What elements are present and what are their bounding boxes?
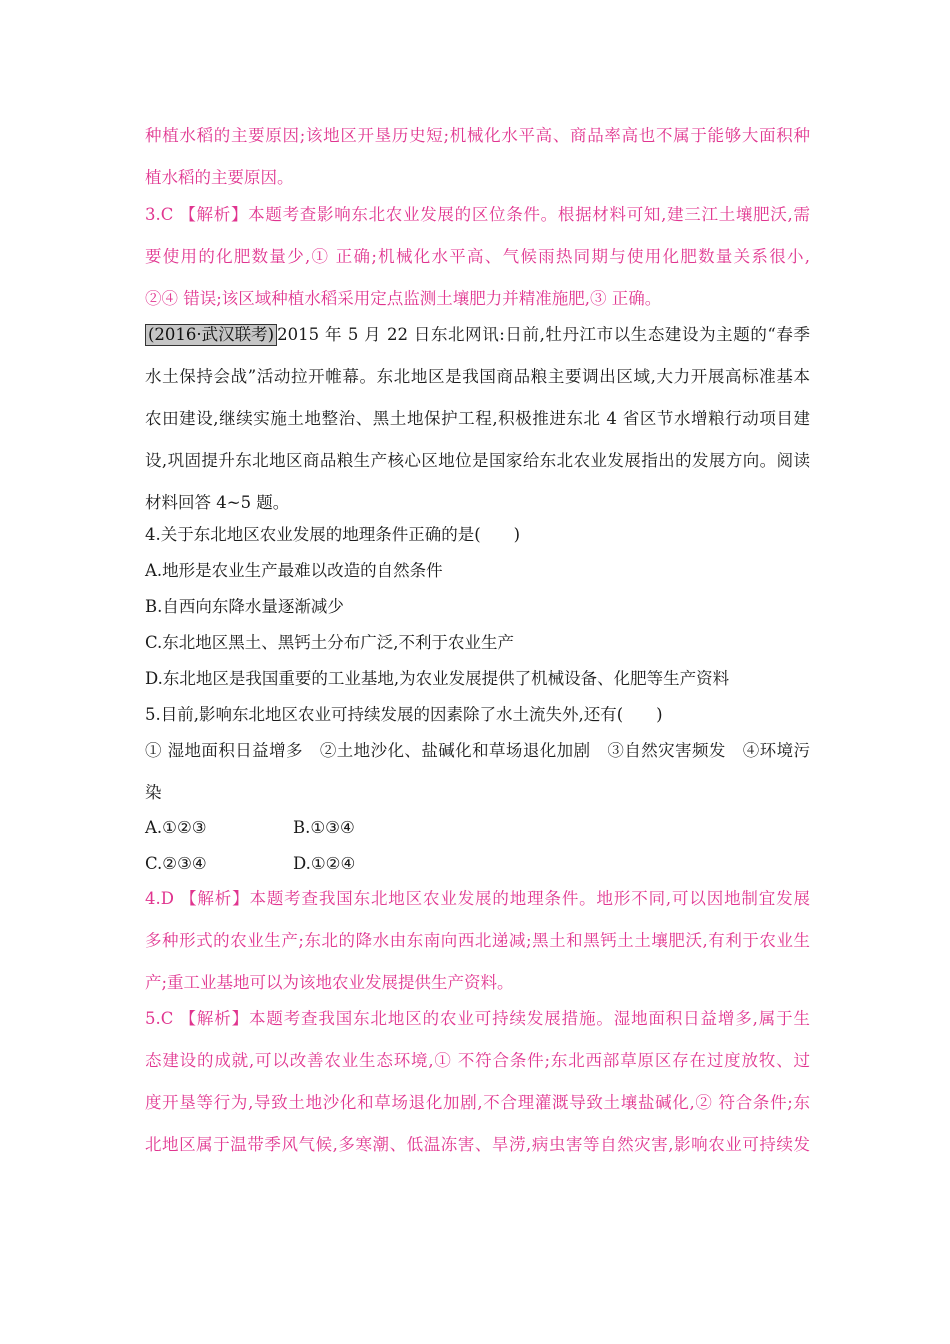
answer-5-line-1: 5.C 【解析】本题考查我国东北地区的农业可持续发展措施。湿地面积日益增多,属于生	[145, 1009, 810, 1028]
answer-5-line-2: 态建设的成就,可以改善农业生态环境,① 不符合条件;东北西部草原区存在过度放牧、过	[145, 1051, 810, 1070]
analysis-prev-line-2: 植水稻的主要原因。	[145, 168, 294, 187]
passage-line-3: 农田建设,继续实施土地整治、黑土地保护工程,积极推进东北 4 省区节水增粮行动项目建	[145, 409, 810, 428]
analysis-prev-line-1: 种植水稻的主要原因;该地区开垦历史短;机械化水平高、商品率高也不属于能够大面积种	[145, 126, 810, 145]
question-5-option-b: B.①③④	[293, 818, 355, 837]
passage-line-5: 材料回答 4~5 题。	[145, 493, 290, 512]
passage-line-4: 设,巩固提升东北地区商品粮生产核心区地位是国家给东北农业发展指出的发展方向。阅读	[145, 451, 810, 470]
question-5-options-row-2	[145, 852, 810, 876]
question-5-option-a: A.①②③	[145, 818, 207, 837]
answer-3-line-1: 3.C 【解析】本题考查影响东北农业发展的区位条件。根据材料可知,建三江土壤肥沃,需	[145, 205, 810, 224]
answer-4-line-3: 产;重工业基地可以为该地农业发展提供生产资料。	[145, 973, 514, 992]
question-4-option-d: D.东北地区是我国重要的工业基地,为农业发展提供了机械设备、化肥等生产资料	[145, 669, 730, 688]
answer-5-line-3: 度开垦等行为,导致土地沙化和草场退化加剧,不合理灌溉导致土壤盐碱化,② 符合条件;东	[145, 1093, 810, 1112]
question-4-option-c: C.东北地区黑土、黑钙土分布广泛,不利于农业生产	[145, 633, 515, 652]
question-5-stem: 5.目前,影响东北地区农业可持续发展的因素除了水土流失外,还有( )	[145, 705, 663, 724]
answer-3-line-2: 要使用的化肥数量少,① 正确;机械化水平高、气候雨热同期与使用化肥数量关系很小,	[145, 247, 810, 266]
passage-line-1	[145, 323, 810, 347]
question-5-option-d: D.①②④	[293, 854, 356, 873]
question-5-items-line-2: 染	[145, 783, 162, 802]
question-5-items-line-1: ① 湿地面积日益增多 ②土地沙化、盐碱化和草场退化加剧 ③自然灾害频发 ④环境污	[145, 741, 810, 760]
question-5-options-row-1	[145, 816, 810, 840]
question-4-option-a: A.地形是农业生产最难以改造的自然条件	[145, 561, 443, 580]
answer-5-line-4: 北地区属于温带季风气候,多寒潮、低温冻害、旱涝,病虫害等自然灾害,影响农业可持续发	[145, 1135, 810, 1154]
passage-line-1-text: 2015 年 5 月 22 日东北网讯:日前,牡丹江市以生态建设为主题的“春季	[277, 325, 810, 344]
question-5-option-c: C.②③④	[145, 854, 207, 873]
answer-4-line-2: 多种形式的农业生产;东北的降水由东南向西北递减;黑土和黑钙土土壤肥沃,有利于农业生	[145, 931, 810, 950]
answer-4-line-1: 4.D 【解析】本题考查我国东北地区农业发展的地理条件。地形不同,可以因地制宜发展	[145, 889, 810, 908]
source-tag: (2016·武汉联考)	[145, 324, 277, 346]
answer-3-line-3: ②④ 错误;该区域种植水稻采用定点监测土壤肥力并精准施肥,③ 正确。	[145, 289, 662, 308]
passage-line-2: 水土保持会战”活动拉开帷幕。东北地区是我国商品粮主要调出区域,大力开展高标准基本	[145, 367, 810, 386]
question-4-stem: 4.关于东北地区农业发展的地理条件正确的是( )	[145, 525, 521, 544]
question-4-option-b: B.自西向东降水量逐渐减少	[145, 597, 344, 616]
